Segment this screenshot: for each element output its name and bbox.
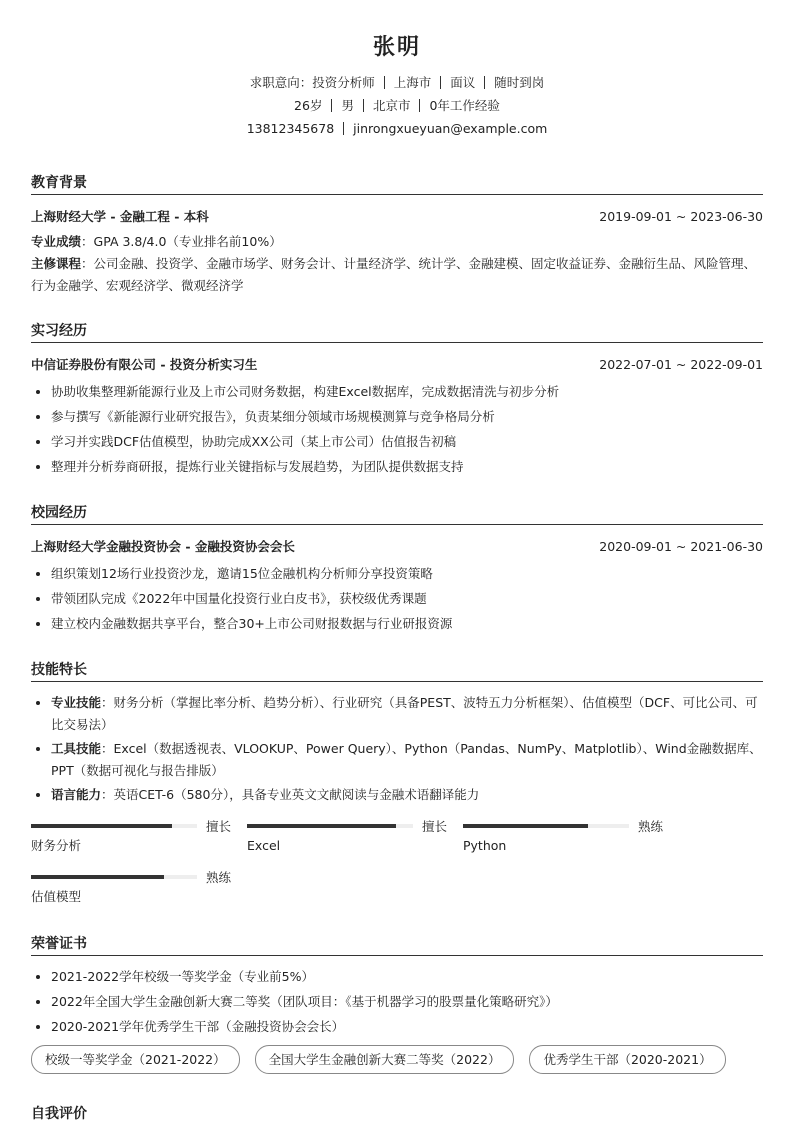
intent-salary: 面议 [450, 75, 476, 90]
honors-section [31, 933, 763, 1074]
skill-name: 财务分析 [31, 838, 82, 853]
honor-tag: 校级一等奖学金（2021-2022） [31, 1045, 240, 1074]
campus-list [31, 561, 763, 636]
skill-level: 熟练 [638, 819, 664, 834]
job-intent: 求职意向：投资分析师 [249, 75, 375, 90]
location: 北京市 [372, 98, 411, 113]
skill-bar-fill [31, 875, 164, 879]
school-degree: 上海财经大学 - 金融工程 - 本科 [31, 209, 209, 224]
skill-level: 擅长 [422, 819, 448, 834]
intent-availability: 随时到岗 [494, 75, 545, 90]
campus-section [31, 502, 763, 636]
skill-text: ：财务分析（掌握比率分析、趋势分析）、行业研究（具备PEST、波特五力分析框架）、估值模型（DCF、可比公司、可比交易法） [51, 695, 758, 732]
skill-label: 工具技能 [51, 741, 102, 756]
skill-bar-fill [463, 824, 588, 828]
honors-list [31, 964, 763, 1039]
candidate-name: 张明 [372, 35, 421, 60]
skills-list [31, 692, 763, 806]
education-section [31, 172, 763, 297]
list-item: • 2020-2021学年优秀学生干部（金融投资协会会长） [51, 1014, 763, 1039]
list-item: • 整理并分析券商研报，提炼行业关键指标与发展趋势，为团队提供数据支持 [51, 454, 763, 479]
list-item [51, 738, 763, 782]
skill-bar-track [31, 824, 197, 828]
list-item: • 建立校内金融数据共享平台，整合30+上市公司财报数据与行业研报资源 [51, 611, 763, 636]
education-entry-head [31, 207, 763, 227]
skill-level: 擅长 [206, 819, 232, 834]
skill-text: ：Excel（数据透视表、VLOOKUP、Power Query）、Python（Pandas、NumPy、Matplotlib）、Wind金融数据库、PPT（数据可视化与报告排版） [51, 741, 762, 778]
skill-bar-item [463, 816, 679, 867]
grade-label: 专业成绩 [31, 234, 82, 249]
internship-list [31, 379, 763, 479]
company-role: 中信证券股份有限公司 - 投资分析实习生 [31, 357, 258, 372]
internship-date: 2022-07-01 ~ 2022-09-01 [599, 357, 763, 372]
job-intent-line [0, 71, 794, 94]
skill-bar-track [247, 824, 413, 828]
courses-value: ：公司金融、投资学、金融市场学、财务会计、计量经济学、统计学、金融建模、固定收益证券、金融衍生品、风险管理、行为金融学、宏观经济学、微观经济学 [31, 256, 757, 293]
honor-tag: 全国大学生金融创新大赛二等奖（2022） [255, 1045, 515, 1074]
contact-line [0, 117, 794, 140]
skill-label: 语言能力 [51, 787, 102, 802]
campus-entry-head [31, 537, 763, 557]
list-item: • 协助收集整理新能源行业及上市公司财务数据，构建Excel数据库，完成数据清洗与初步分析 [51, 379, 763, 404]
skill-name: Python [463, 838, 507, 853]
grade-value: ：GPA 3.8/4.0（专业排名前10%） [81, 234, 282, 249]
resume-header [0, 0, 794, 140]
skill-text: ：英语CET-6（580分），具备专业英文文献阅读与金融术语翻译能力 [101, 787, 480, 802]
skill-name: 估值模型 [31, 889, 82, 904]
work-experience: 0年工作经验 [429, 98, 500, 113]
list-item: • 带领团队完成《2022年中国量化投资行业白皮书》，获校级优秀课题 [51, 586, 763, 611]
skill-bar-item [31, 867, 247, 918]
section-title: 实习经历 [31, 320, 763, 343]
internship-section [31, 320, 763, 479]
skill-level: 熟练 [206, 870, 232, 885]
education-date: 2019-09-01 ~ 2023-06-30 [599, 209, 763, 224]
section-title: 校园经历 [31, 502, 763, 525]
gender: 男 [341, 98, 354, 113]
basic-info-line [0, 94, 794, 117]
email: jinrongxueyuan@example.com [353, 121, 548, 136]
list-item: • 2021-2022学年校级一等奖学金（专业前5%） [51, 964, 763, 989]
honor-tags [31, 1045, 763, 1074]
section-title: 自我评价 [31, 1106, 87, 1122]
list-item [51, 784, 763, 806]
org-role: 上海财经大学金融投资协会 - 金融投资协会会长 [31, 539, 295, 554]
intent-city: 上海市 [393, 75, 432, 90]
age: 26岁 [294, 98, 323, 113]
list-item: • 组织策划12场行业投资沙龙，邀请15位金融机构分析师分享投资策略 [51, 561, 763, 586]
skill-bar-track [463, 824, 629, 828]
courses-line [31, 253, 763, 297]
list-item [51, 692, 763, 736]
section-title: 教育背景 [31, 172, 763, 195]
skill-bar-item [247, 816, 463, 867]
skills-section [31, 659, 763, 918]
internship-entry-head [31, 355, 763, 375]
self-eval-section [31, 1103, 763, 1125]
skill-bar-fill [31, 824, 172, 828]
list-item: • 参与撰写《新能源行业研究报告》，负责某细分领域市场规模测算与竞争格局分析 [51, 404, 763, 429]
list-item: • 学习并实践DCF估值模型，协助完成XX公司（某上市公司）估值报告初稿 [51, 429, 763, 454]
skill-bar-track [31, 875, 197, 879]
phone: 13812345678 [246, 121, 335, 136]
list-item: • 2022年全国大学生金融创新大赛二等奖（团队项目：《基于机器学习的股票量化策略研究》） [51, 989, 763, 1014]
honor-tag: 优秀学生干部（2020-2021） [529, 1045, 725, 1074]
skill-bar-fill [247, 824, 396, 828]
section-title: 荣誉证书 [31, 933, 763, 956]
grade-line [31, 231, 763, 253]
skill-bar-item [31, 816, 247, 867]
campus-date: 2020-09-01 ~ 2021-06-30 [599, 539, 763, 554]
skill-name: Excel [247, 838, 281, 853]
courses-label: 主修课程 [31, 256, 82, 271]
skill-label: 专业技能 [51, 695, 102, 710]
section-title: 技能特长 [31, 659, 763, 682]
skill-bars [31, 816, 763, 918]
